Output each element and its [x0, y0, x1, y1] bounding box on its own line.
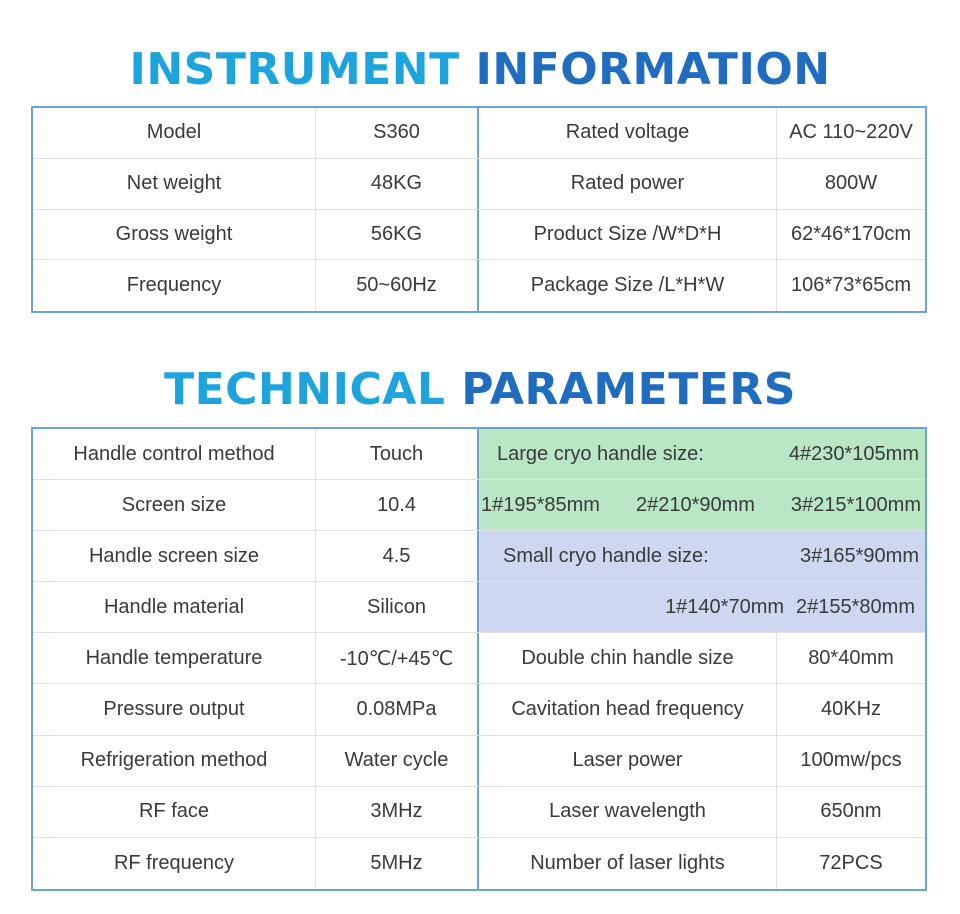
- spec-value: 0.08MPa: [316, 684, 479, 734]
- spec-value: 40KHz: [820, 698, 882, 721]
- spec-value: 106*73*65cm: [790, 274, 912, 297]
- spec-label: Screen size: [33, 480, 316, 530]
- title-word-1: TECHNICAL: [164, 364, 446, 415]
- table-row: [33, 260, 925, 311]
- spec-value: 100mw/pcs: [800, 749, 902, 772]
- spec-label: Cavitation head frequency: [479, 684, 777, 734]
- spec-label: Double chin handle size: [479, 633, 777, 683]
- spec-value: S360: [316, 108, 479, 158]
- spec-label: Pressure output: [33, 684, 316, 734]
- title-word-2: PARAMETERS: [461, 364, 796, 415]
- spec-value: 4.5: [316, 531, 479, 581]
- small-cryo-size-1: 1#140*70mm: [665, 595, 785, 618]
- spec-label: RF frequency: [33, 838, 316, 889]
- spec-label: Laser wavelength: [479, 787, 777, 837]
- spec-label: Number of laser lights: [479, 838, 777, 889]
- spec-label: Net weight: [33, 159, 316, 209]
- small-cryo-label: Small cryo handle size:: [503, 544, 709, 567]
- spec-value: 72PCS: [819, 851, 883, 874]
- spec-label: Product Size /W*D*H: [479, 210, 777, 260]
- large-cryo-size-4: 4#230*105mm: [788, 442, 919, 465]
- title-word-2: INFORMATION: [475, 44, 831, 95]
- spec-value: 800W: [824, 172, 878, 195]
- spec-value: Water cycle: [316, 736, 479, 786]
- technical-parameters-table: [31, 427, 927, 891]
- spec-value: 3MHz: [316, 787, 479, 837]
- spec-value: 50~60Hz: [316, 260, 479, 311]
- spec-label: Handle material: [33, 582, 316, 632]
- small-cryo-size-3: 3#165*90mm: [800, 544, 919, 567]
- table-row: [33, 684, 925, 735]
- spec-value: 48KG: [316, 159, 479, 209]
- spec-value: Touch: [316, 429, 479, 479]
- large-cryo-header-cell: [479, 429, 925, 479]
- spec-label: Gross weight: [33, 210, 316, 260]
- title-word-1: INSTRUMENT: [129, 44, 460, 95]
- table-row: [33, 108, 925, 159]
- technical-parameters-title: [0, 364, 960, 415]
- spec-label: Model: [33, 108, 316, 158]
- instrument-information-title: [0, 44, 960, 95]
- table-row: [33, 429, 925, 480]
- table-row: [33, 531, 925, 582]
- spec-value: 10.4: [316, 480, 479, 530]
- spec-value: Silicon: [316, 582, 479, 632]
- spec-value: 5MHz: [316, 838, 479, 889]
- spec-value: 650nm: [820, 800, 882, 823]
- spec-value: 80*40mm: [808, 646, 894, 669]
- large-cryo-size-1: 1#195*85mm: [481, 493, 600, 516]
- large-cryo-sizes-cell: [479, 480, 925, 530]
- spec-label: Refrigeration method: [33, 736, 316, 786]
- spec-label: RF face: [33, 787, 316, 837]
- small-cryo-header-cell: [479, 531, 925, 581]
- table-row: [33, 159, 925, 210]
- table-row: [33, 582, 925, 633]
- table-row: [33, 633, 925, 684]
- spec-label: Handle temperature: [33, 633, 316, 683]
- table-row: [33, 736, 925, 787]
- small-cryo-sizes-cell: [479, 582, 925, 632]
- large-cryo-label: Large cryo handle size:: [497, 442, 704, 465]
- table-row: [33, 210, 925, 261]
- instrument-information-table: [31, 106, 927, 313]
- small-cryo-size-2: 2#155*80mm: [796, 595, 915, 618]
- spec-label: Laser power: [479, 736, 777, 786]
- table-row: [33, 838, 925, 889]
- table-row: [33, 787, 925, 838]
- spec-label: Rated power: [479, 159, 777, 209]
- spec-label: Frequency: [33, 260, 316, 311]
- large-cryo-size-2: 2#210*90mm: [635, 493, 755, 516]
- spec-value: 62*46*170cm: [790, 222, 912, 245]
- spec-label: Rated voltage: [479, 108, 777, 158]
- spec-value: -10℃/+45℃: [316, 633, 479, 683]
- spec-value: 56KG: [316, 210, 479, 260]
- spec-label: Handle control method: [33, 429, 316, 479]
- table-row: [33, 480, 925, 531]
- spec-value: AC 110~220V: [789, 121, 913, 144]
- spec-label: Package Size /L*H*W: [479, 260, 777, 311]
- large-cryo-size-3: 3#215*100mm: [790, 493, 921, 516]
- spec-label: Handle screen size: [33, 531, 316, 581]
